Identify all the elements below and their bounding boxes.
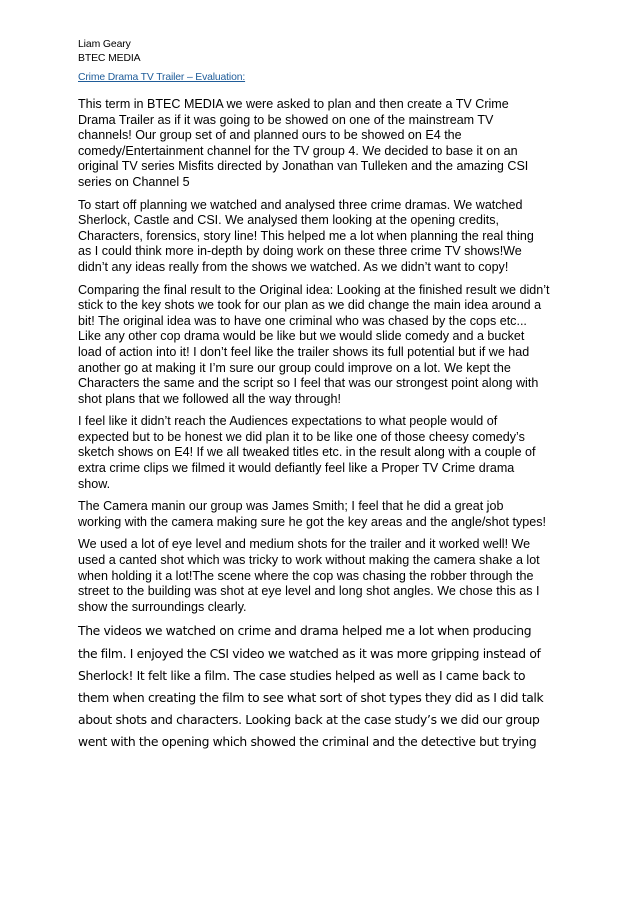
text-line: didn’t any ideas really from the shows we watched. As we didn’t want to copy! — [78, 259, 509, 274]
text-line: Characters the same and the script so I feel that was our strongest point along with — [78, 376, 539, 391]
paragraph-intro — [78, 97, 568, 191]
paragraph-shots — [78, 537, 568, 615]
paragraph-planning — [78, 198, 568, 276]
document-page — [78, 38, 568, 754]
text-line: shot plans that we followed all the way through! — [78, 391, 341, 406]
text-line: working with the camera making sure he got the key areas and the angle/shot types! — [78, 514, 546, 529]
text-line: The Camera manin our group was James Smith; I feel that he did a great job — [78, 499, 504, 514]
text-line: Sherlock, Castle and CSI. We analysed them looking at the opening credits, — [78, 213, 500, 228]
course-name: BTEC MEDIA — [78, 53, 141, 64]
text-line: stick to the key shots we took for our plan as we did change the main idea around a — [78, 298, 542, 313]
text-line: Sherlock! It felt like a film. The case studies helped as well as I came back to — [78, 668, 526, 683]
text-line: when holding it a lot!The scene where the cop was chasing the robber through the — [78, 568, 534, 583]
text-line: the film. I enjoyed the CSI video we watched as it was more gripping instead of — [78, 646, 541, 661]
text-line: We used a lot of eye level and medium shots for the trailer and it worked well! We — [78, 537, 531, 552]
author-name: Liam Geary — [78, 39, 131, 50]
text-line: original TV series Misfits directed by Jonathan van Tulleken and the amazing CSI — [78, 159, 529, 174]
paragraph-videos — [78, 620, 568, 753]
paragraph-camera — [78, 499, 568, 530]
text-line: comedy/Entertainment channel for the TV group 4. We decided to base it on an — [78, 143, 518, 158]
text-line: The videos we watched on crime and drama helped me a lot when producing — [78, 624, 532, 639]
text-line: them when creating the film to see what sort of shot types they did as I did talk — [78, 691, 544, 706]
paragraph-comparison — [78, 283, 568, 408]
text-line: This term in BTEC MEDIA we were asked to plan and then create a TV Crime — [78, 97, 509, 111]
document-heading: Crime Drama TV Trailer – Evaluation: — [78, 72, 246, 83]
text-line: show. — [78, 476, 111, 491]
text-line: expected but to be honest we did plan it to be like one of those cheesy comedy’s — [78, 429, 525, 444]
text-line: Comparing the final result to the Original idea: Looking at the finished result we didn’t — [78, 282, 550, 297]
text-line: used a canted shot which was tricky to work without making the camera shake a lot — [78, 553, 540, 568]
text-line: about shots and characters. Looking back at the case study’s we did our group — [78, 713, 540, 728]
text-line: channels! Our group set of and planned ours to be showed on E4 the — [78, 128, 462, 143]
text-line: extra crime clips we filmed it would defiantly feel like a Proper TV Crime drama — [78, 461, 515, 476]
text-line: another go at making it I’m sure our group could improve on a lot. We kept the — [78, 360, 511, 375]
paragraph-audience — [78, 414, 568, 492]
text-line: went with the opening which showed the criminal and the detective but trying — [78, 735, 537, 750]
text-line: Characters, forensics, story line! This helped me a lot when planning the real thing — [78, 228, 534, 243]
text-line: show the surroundings clearly. — [78, 599, 247, 614]
text-line: Drama Trailer as if it was going to be showed on one of the mainstream TV — [78, 112, 494, 127]
text-line: load of action into it! I don’t feel like the trailer shows its full potential but if we had — [78, 344, 530, 359]
text-line: To start off planning we watched and analysed three crime dramas. We watched — [78, 197, 523, 212]
text-line: I feel like it didn’t reach the Audiences expectations to what people would of — [78, 414, 498, 429]
text-line: street to the building was shot at eye level and long shot angles. We chose this as I — [78, 584, 540, 599]
text-line: sketch shows on E4! If we all tweaked titles etc. in the result along with a couple of — [78, 445, 536, 460]
text-line: bit! The original idea was to have one criminal who was chased by the cops etc... — [78, 313, 527, 328]
text-line: series on Channel 5 — [78, 174, 190, 189]
text-line: Like any other cop drama would be like but we would slide comedy and a bucket — [78, 329, 525, 344]
text-line: as I could think more in-depth by doing work on these three crime TV shows!We — [78, 244, 522, 259]
